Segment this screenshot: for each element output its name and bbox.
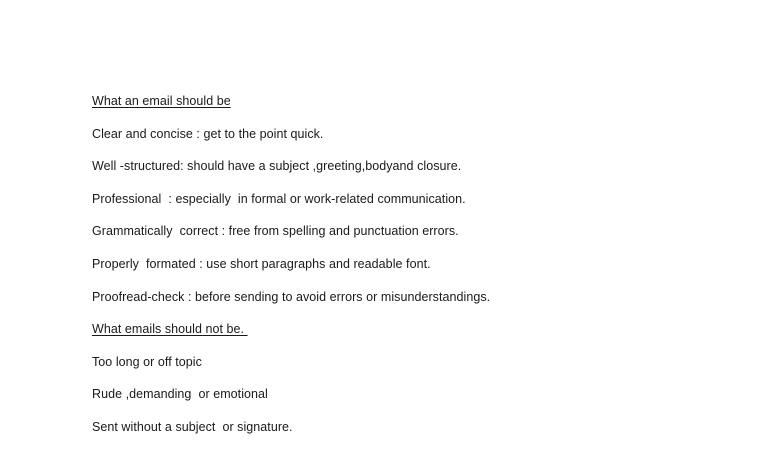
list-item-properly-formatted: Properly formated : use short paragraphs and readable font. xyxy=(92,256,431,271)
list-item-sent-without-subject: Sent without a subject or signature. xyxy=(92,419,293,434)
list-item-professional: Professional : especially in formal or work-related communication. xyxy=(92,191,466,206)
list-item-clear-concise: Clear and concise : get to the point quick. xyxy=(92,126,324,141)
list-item-too-long: Too long or off topic xyxy=(92,354,202,369)
heading-what-email-should-be: What an email should be xyxy=(92,94,231,108)
list-item-well-structured: Well -structured: should have a subject ,greeting,bodyand closure. xyxy=(92,159,462,174)
document-body xyxy=(92,93,752,452)
list-item-grammatically-correct: Grammatically correct : free from spelling and punctuation errors. xyxy=(92,224,459,239)
heading-what-emails-should-not-be: What emails should not be. xyxy=(92,322,248,337)
list-item-proofread-check: Proofread-check : before sending to avoid errors or misunderstandings. xyxy=(92,289,491,304)
list-item-rude-demanding: Rude ,demanding or emotional xyxy=(92,387,268,402)
